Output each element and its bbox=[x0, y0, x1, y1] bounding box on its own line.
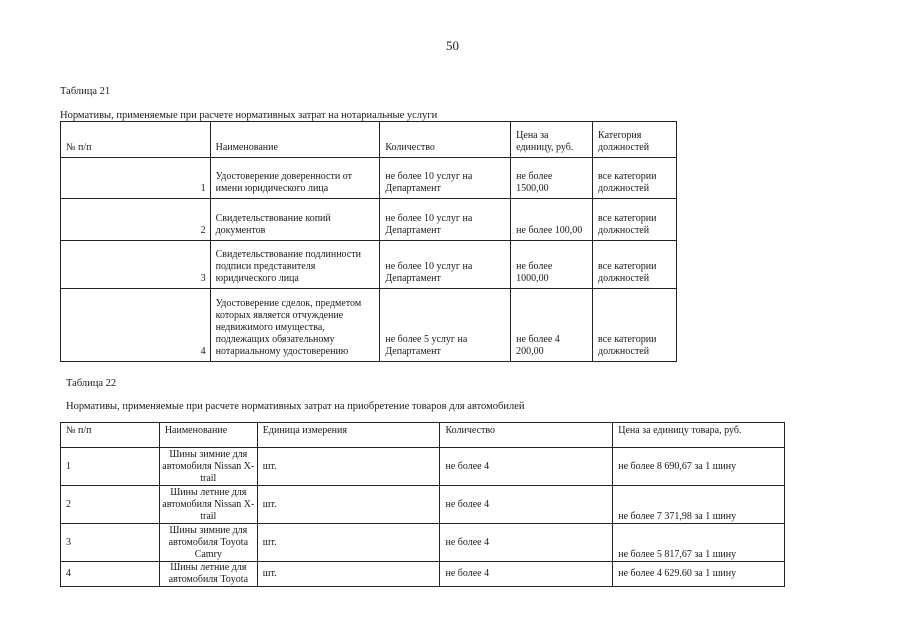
column-header: № п/п bbox=[61, 423, 160, 448]
unit-price: не более 8 690,67 за 1 шину bbox=[613, 448, 785, 486]
table22-label: Таблица 22 bbox=[66, 378, 117, 389]
quantity: не более 10 услуг на Департамент bbox=[380, 158, 511, 199]
column-header: № п/п bbox=[61, 122, 211, 158]
column-header: Количество bbox=[380, 122, 511, 158]
unit-price: не более 7 371,98 за 1 шину bbox=[613, 486, 785, 524]
position-category: все категории должностей bbox=[593, 241, 677, 289]
product-name: Шины зимние для автомобиля Nissan X-trail bbox=[159, 448, 257, 486]
quantity: не более 4 bbox=[440, 524, 613, 562]
table-header-row bbox=[61, 122, 677, 158]
row-number: 2 bbox=[61, 486, 160, 524]
unit: шт. bbox=[257, 562, 440, 587]
table-row bbox=[61, 562, 785, 587]
unit-price: не более 1500,00 bbox=[511, 158, 593, 199]
service-name: Удостоверение сделок, предметом которых является отчуждение недвижимого имущества, подлежащих обязательному нотариальному удостоверению bbox=[210, 289, 380, 362]
table22-title: Нормативы, применяемые при расчете нормативных затрат на приобретение товаров для автомобилей bbox=[66, 401, 525, 412]
service-name: Удостоверение доверенности от имени юридического лица bbox=[210, 158, 380, 199]
row-number: 4 bbox=[61, 562, 160, 587]
table-row bbox=[61, 289, 677, 362]
row-number: 2 bbox=[61, 199, 211, 241]
quantity: не более 10 услуг на Департамент bbox=[380, 199, 511, 241]
column-header: Цена за единицу товара, руб. bbox=[613, 423, 785, 448]
row-number: 1 bbox=[61, 448, 160, 486]
table-row bbox=[61, 448, 785, 486]
service-name: Свидетельствование копий документов bbox=[210, 199, 380, 241]
column-header: Единица измерения bbox=[257, 423, 440, 448]
quantity: не более 5 услуг на Департамент bbox=[380, 289, 511, 362]
position-category: все категории должностей bbox=[593, 199, 677, 241]
service-name: Свидетельствование подлинности подписи представителя юридического лица bbox=[210, 241, 380, 289]
table-row bbox=[61, 241, 677, 289]
unit-price: не более 1000,00 bbox=[511, 241, 593, 289]
quantity: не более 4 bbox=[440, 562, 613, 587]
table-header-row bbox=[61, 423, 785, 448]
row-number: 1 bbox=[61, 158, 211, 199]
product-name: Шины зимние для автомобиля Toyota Camry bbox=[159, 524, 257, 562]
table-row bbox=[61, 158, 677, 199]
unit: шт. bbox=[257, 448, 440, 486]
quantity: не более 4 bbox=[440, 448, 613, 486]
product-name: Шины летние для автомобиля Toyota bbox=[159, 562, 257, 587]
column-header: Наименование bbox=[159, 423, 257, 448]
table21 bbox=[60, 121, 677, 362]
position-category: все категории должностей bbox=[593, 289, 677, 362]
table22 bbox=[60, 422, 785, 587]
table-row bbox=[61, 524, 785, 562]
unit-price: не более 100,00 bbox=[511, 199, 593, 241]
table-row bbox=[61, 486, 785, 524]
quantity: не более 10 услуг на Департамент bbox=[380, 241, 511, 289]
column-header: Цена за единицу, руб. bbox=[511, 122, 593, 158]
unit: шт. bbox=[257, 486, 440, 524]
table-row bbox=[61, 199, 677, 241]
table21-label: Таблица 21 bbox=[60, 86, 111, 97]
product-name: Шины летние для автомобиля Nissan X-trail bbox=[159, 486, 257, 524]
row-number: 4 bbox=[61, 289, 211, 362]
unit: шт. bbox=[257, 524, 440, 562]
column-header: Количество bbox=[440, 423, 613, 448]
table21-title: Нормативы, применяемые при расчете нормативных затрат на нотариальные услуги bbox=[60, 110, 438, 121]
quantity: не более 4 bbox=[440, 486, 613, 524]
page-number: 50 bbox=[446, 38, 459, 53]
row-number: 3 bbox=[61, 241, 211, 289]
position-category: все категории должностей bbox=[593, 158, 677, 199]
unit-price: не более 4 200,00 bbox=[511, 289, 593, 362]
unit-price: не более 4 629.60 за 1 шину bbox=[613, 562, 785, 587]
unit-price: не более 5 817,67 за 1 шину bbox=[613, 524, 785, 562]
column-header: Категория должностей bbox=[593, 122, 677, 158]
row-number: 3 bbox=[61, 524, 160, 562]
column-header: Наименование bbox=[210, 122, 380, 158]
